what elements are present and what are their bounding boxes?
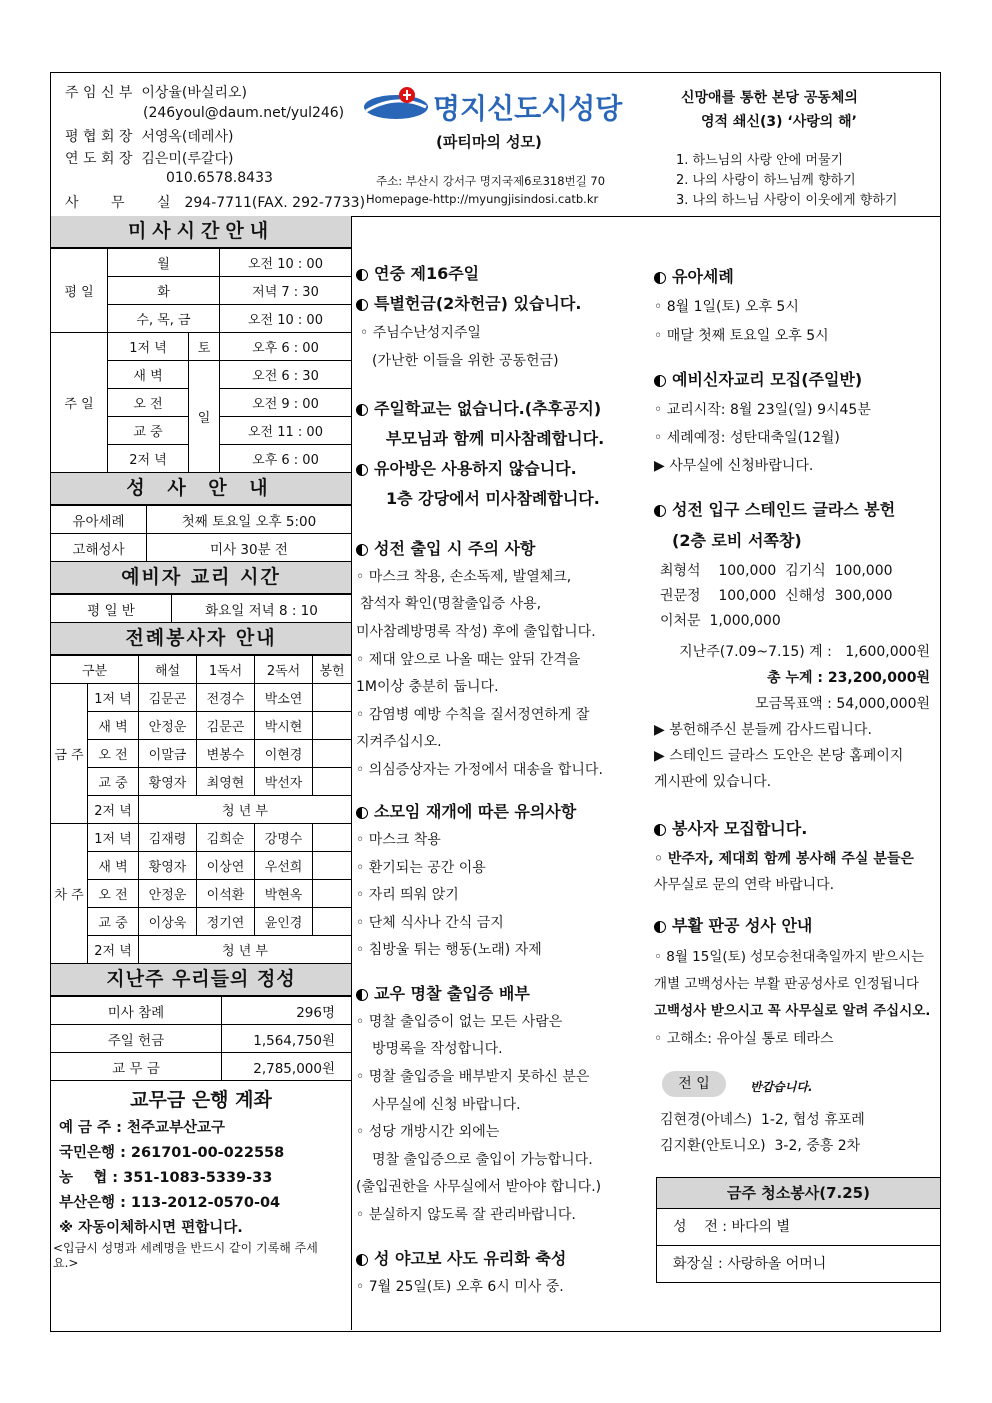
server-name: 박현옥 bbox=[255, 880, 313, 908]
server-name bbox=[313, 740, 351, 768]
notice-heading: 부활 판공 성사 안내 bbox=[672, 916, 813, 935]
cleaning-label: 화장실 bbox=[673, 1256, 714, 1272]
notice-text: (출입권한을 사무실에서 받아야 합니다.) bbox=[356, 1179, 602, 1195]
server-name: 우선희 bbox=[255, 852, 313, 880]
half-circle-icon bbox=[654, 272, 666, 284]
notice-text: ◦ 환기되는 공간 이용 bbox=[356, 860, 486, 876]
server-slot: 2저 녁 bbox=[88, 936, 139, 964]
notice-heading: 부모님과 함께 미사참례합니다. bbox=[386, 429, 605, 448]
notice-text: ◦ 매달 첫째 토요일 오후 5시 bbox=[654, 328, 829, 344]
notice-text: ◦ 7월 25일(토) 오후 6시 미사 중. bbox=[356, 1279, 564, 1295]
council-name: 서영옥(데레사) bbox=[141, 129, 234, 145]
server-slot: 교 중 bbox=[88, 768, 139, 796]
catechumen-value: 화요일 저녁 8 : 10 bbox=[172, 595, 352, 623]
server-name: 윤인경 bbox=[255, 908, 313, 936]
half-circle-icon bbox=[654, 505, 666, 517]
mass-times-title: 미사시간안내 bbox=[51, 216, 351, 248]
sacrament-table bbox=[51, 505, 351, 562]
servers-header: 2독서 bbox=[255, 656, 313, 684]
notice-text: ◦ 단체 식사나 간식 금지 bbox=[356, 915, 504, 931]
half-circle-icon bbox=[356, 464, 368, 476]
server-name: 강명수 bbox=[255, 824, 313, 852]
bank-title: 교무금 은행 계좌 bbox=[130, 1089, 272, 1111]
server-name bbox=[313, 768, 351, 796]
server-name bbox=[313, 712, 351, 740]
notice-text: 참석자 확인(명찰출입증 사용, bbox=[360, 596, 542, 612]
half-circle-icon bbox=[654, 375, 666, 387]
sacrament-value: 미사 30분 전 bbox=[147, 534, 352, 562]
notice-text: ◦ 의심증상자는 가정에서 대송을 합니다. bbox=[356, 762, 603, 778]
server-name: 김문곤 bbox=[197, 712, 255, 740]
notice-text: ◦ 마스크 착용 bbox=[356, 832, 441, 848]
servers-title: 전례봉사자 안내 bbox=[51, 623, 351, 655]
office-phone: 294-7711(FAX. 292-7733) bbox=[184, 195, 366, 211]
notice-heading: 유아방은 사용하지 않습니다. bbox=[374, 459, 577, 478]
pastor-email: (246youl@daum.net/yul246) bbox=[143, 105, 345, 121]
bank-note: <입금시 성명과 세례명을 반드시 같이 기록해 주세요.> bbox=[53, 1241, 318, 1270]
notice-text: 게시판에 있습니다. bbox=[654, 774, 772, 790]
server-name: 이현경 bbox=[255, 740, 313, 768]
bank-line: ※ 자동이체하시면 편합니다. bbox=[59, 1220, 243, 1236]
catechumen-table bbox=[51, 594, 351, 623]
move-in-greeting: 반갑습니다. bbox=[750, 1080, 813, 1094]
server-name: 이말금 bbox=[139, 740, 197, 768]
mass-sub: 일 bbox=[189, 361, 220, 473]
server-name: 김문곤 bbox=[139, 684, 197, 712]
catechumen-title: 예비자 교리 시간 bbox=[51, 562, 351, 594]
notice-text: 개별 고백성사는 부활 판공성사로 인정됩니다 bbox=[654, 976, 919, 992]
notice-heading: (2층 로비 서쪽창) bbox=[672, 531, 802, 550]
sunday-label: 주 일 bbox=[51, 333, 108, 473]
goal-amount: 모금목표액 : 54,000,000원 bbox=[755, 696, 930, 712]
weekday-label: 평 일 bbox=[51, 249, 108, 333]
server-name bbox=[313, 908, 351, 936]
church-name: 명지신도시성당 bbox=[433, 92, 623, 125]
notice-heading: 성전 출입 시 주의 사항 bbox=[374, 539, 536, 558]
notice-text: ◦ 감염병 예방 수칙을 질서정연하게 잘 bbox=[356, 707, 590, 723]
server-name: 정기연 bbox=[197, 908, 255, 936]
servers-header: 봉헌 bbox=[313, 656, 351, 684]
cleaning-value: 바다의 별 bbox=[731, 1219, 791, 1235]
mass-time: 오전 9 : 00 bbox=[220, 389, 352, 417]
half-circle-icon bbox=[356, 299, 368, 311]
notice-text: (가난한 이들을 위한 공동헌금) bbox=[372, 353, 559, 369]
caretaker-label: 연 도 회 장 bbox=[65, 151, 133, 167]
this-week-label: 금 주 bbox=[51, 684, 88, 824]
notice-text: ◦ 침방울 튀는 행동(노래) 자제 bbox=[356, 942, 542, 958]
sacrament-label: 고해성사 bbox=[51, 534, 147, 562]
notice-text: ◦ 반주자, 제대회 함께 봉사해 주실 분들은 bbox=[654, 851, 914, 867]
half-circle-icon bbox=[356, 1254, 368, 1266]
server-slot: 1저 녁 bbox=[88, 824, 139, 852]
server-slot: 교 중 bbox=[88, 908, 139, 936]
bank-line: 농 협 : 351-1083-5339-33 bbox=[59, 1170, 273, 1186]
notice-text: 고백성사 받으시고 꼭 사무실로 알려 주십시오. bbox=[654, 1003, 931, 1019]
notice-text: ◦ 분실하지 않도록 잘 관리바랍니다. bbox=[356, 1207, 576, 1223]
offering-label: 미사 참례 bbox=[51, 997, 222, 1025]
donor-line: 이처문 1,000,000 bbox=[660, 613, 781, 629]
offering-label: 주일 헌금 bbox=[51, 1025, 222, 1053]
server-name: 안정운 bbox=[139, 712, 197, 740]
servers-table bbox=[51, 655, 351, 964]
notice-heading: 교우 명찰 출입증 배부 bbox=[374, 984, 530, 1003]
caretaker-name: 김은미(루갈다) bbox=[141, 151, 234, 167]
server-slot: 새 벽 bbox=[88, 852, 139, 880]
offering-title: 지난주 우리들의 정성 bbox=[51, 964, 351, 996]
server-name: 이상연 bbox=[197, 852, 255, 880]
office-label: 사 무 실 bbox=[65, 195, 185, 211]
notice-text: ◦ 8월 15일(토) 성모승천대축일까지 받으시는 bbox=[654, 949, 925, 965]
mass-times-table bbox=[51, 248, 351, 473]
bank-line: 부산은행 : 113-2012-0570-04 bbox=[59, 1195, 281, 1211]
cleaning-value: 사랑하올 어머니 bbox=[727, 1256, 827, 1272]
mass-sub: 토 bbox=[189, 333, 220, 361]
theme-title-2: 영적 쇄신(3) ‘사랑의 해’ bbox=[701, 114, 857, 130]
bank-line: 예 금 주 : 천주교부산교구 bbox=[59, 1120, 226, 1136]
notice-text: ◦ 성당 개방시간 외에는 bbox=[356, 1124, 500, 1140]
notice-heading: 성 야고보 사도 유리화 축성 bbox=[374, 1249, 567, 1268]
notice-text: 사무실에 신청 바랍니다. bbox=[372, 1097, 521, 1113]
mass-day: 수, 목, 금 bbox=[108, 305, 220, 333]
pastor-name: 이상율(바실리오) bbox=[141, 85, 247, 101]
half-circle-icon bbox=[356, 269, 368, 281]
mass-slot: 오 전 bbox=[108, 389, 189, 417]
mass-time: 오후 6 : 00 bbox=[220, 333, 352, 361]
notice-heading: 봉사자 모집합니다. bbox=[672, 819, 808, 838]
notice-text: ◦ 자리 띄워 앉기 bbox=[356, 887, 459, 903]
notice-text: 1M이상 충분히 둡니다. bbox=[356, 679, 499, 695]
sacrament-title: 성 사 안 내 bbox=[51, 473, 351, 505]
mass-time: 저녁 7 : 30 bbox=[220, 277, 352, 305]
notice-text: 사무실로 문의 연락 바랍니다. bbox=[654, 877, 835, 893]
servers-header: 1독서 bbox=[197, 656, 255, 684]
server-name: 박소연 bbox=[255, 684, 313, 712]
offering-value: 1,564,750원 bbox=[222, 1025, 352, 1053]
week-total: 지난주(7.09~7.15) 계 : 1,600,000원 bbox=[679, 644, 930, 660]
mass-time: 오전 10 : 00 bbox=[220, 249, 352, 277]
server-slot: 2저 녁 bbox=[88, 796, 139, 824]
half-circle-icon bbox=[356, 404, 368, 416]
mass-slot: 1저 녁 bbox=[108, 333, 189, 361]
notice-text: ◦ 교리시작: 8월 23일(일) 9시45분 bbox=[654, 402, 871, 418]
servers-header: 해설 bbox=[139, 656, 197, 684]
donor-line: 권문정 100,000 신해성 300,000 bbox=[660, 588, 893, 604]
server-name: 이석환 bbox=[197, 880, 255, 908]
bulletin-frame bbox=[50, 72, 941, 1332]
mass-slot: 새 벽 bbox=[108, 361, 189, 389]
notice-text: 방명록을 작성합니다. bbox=[372, 1041, 503, 1057]
server-name: 박선자 bbox=[255, 768, 313, 796]
notice-text: ◦ 8월 1일(토) 오후 5시 bbox=[654, 299, 799, 315]
notice-heading: 유아세례 bbox=[672, 267, 734, 286]
address: 주소: 부산시 강서구 명지국제6로318번길 70 bbox=[376, 174, 606, 188]
church-logo bbox=[361, 85, 431, 125]
notice-text: ◦ 고해소: 유아실 통로 테라스 bbox=[654, 1031, 834, 1047]
notice-heading: 1층 강당에서 미사참례합니다. bbox=[386, 489, 600, 508]
notice-text: ◦ 마스크 착용, 손소독제, 발열체크, bbox=[356, 569, 572, 585]
mass-time: 오후 6 : 00 bbox=[220, 445, 352, 473]
server-slot: 오 전 bbox=[88, 740, 139, 768]
mass-day: 월 bbox=[108, 249, 220, 277]
half-circle-icon bbox=[356, 544, 368, 556]
server-name bbox=[313, 880, 351, 908]
move-in-line: 김지환(안토니오) 3-2, 중흥 2차 bbox=[660, 1138, 861, 1154]
half-circle-icon bbox=[654, 824, 666, 836]
cumulative-total: 총 누계 : 23,200,000원 bbox=[767, 670, 930, 686]
caretaker-phone: 010.6578.8433 bbox=[166, 170, 273, 186]
theme-item: 3. 나의 하느님 사랑이 이웃에게 향하기 bbox=[676, 193, 898, 208]
notice-heading: 특별헌금(2차헌금) 있습니다. bbox=[374, 294, 582, 313]
server-name bbox=[313, 824, 351, 852]
server-name: 변봉수 bbox=[197, 740, 255, 768]
pastor-label: 주 임 신 부 bbox=[65, 85, 133, 101]
sacrament-label: 유아세례 bbox=[51, 506, 147, 534]
mass-time: 오전 10 : 00 bbox=[220, 305, 352, 333]
notice-heading: 소모임 재개에 따른 유의사항 bbox=[374, 802, 577, 821]
notice-text: ▶ 사무실에 신청바랍니다. bbox=[654, 458, 814, 474]
mass-time: 오전 11 : 00 bbox=[220, 417, 352, 445]
server-name: 김희순 bbox=[197, 824, 255, 852]
server-group: 청 년 부 bbox=[139, 796, 352, 824]
offering-value: 2,785,000원 bbox=[222, 1053, 352, 1081]
notice-text: ◦ 세례예정: 성탄대축일(12월) bbox=[654, 430, 840, 446]
sacrament-value: 첫째 토요일 오후 5:00 bbox=[147, 506, 352, 534]
offering-label: 교 무 금 bbox=[51, 1053, 222, 1081]
half-circle-icon bbox=[356, 807, 368, 819]
patron: (파티마의 성모) bbox=[436, 133, 542, 151]
notice-text: 미사참례방명록 작성) 후에 출입합니다. bbox=[356, 624, 596, 640]
theme-title-1: 신망애를 통한 본당 공동체의 bbox=[681, 90, 858, 106]
server-name: 박시현 bbox=[255, 712, 313, 740]
half-circle-icon bbox=[654, 921, 666, 933]
half-circle-icon bbox=[356, 989, 368, 1001]
move-in-badge: 전 입 bbox=[662, 1071, 726, 1097]
cleaning-label: 성 전 bbox=[673, 1219, 718, 1235]
catechumen-label: 평 일 반 bbox=[51, 595, 172, 623]
notice-text: ◦ 제대 앞으로 나올 때는 앞뒤 간격을 bbox=[356, 652, 581, 668]
notice-text: ▶ 봉헌해주신 분들께 감사드립니다. bbox=[654, 722, 872, 738]
server-name: 최영현 bbox=[197, 768, 255, 796]
notice-text: 지켜주십시오. bbox=[356, 734, 442, 750]
notice-heading: 주일학교는 없습니다.(추후공지) bbox=[374, 399, 602, 418]
notice-text: ▶ 스테인드 글라스 도안은 본당 홈페이지 bbox=[654, 748, 904, 764]
notice-text: 명찰 출입증으로 출입이 가능합니다. bbox=[372, 1152, 593, 1168]
bank-line: 국민은행 : 261701-00-022558 bbox=[59, 1145, 285, 1161]
server-name: 김재령 bbox=[139, 824, 197, 852]
cleaning-title: 금주 청소봉사(7.25) bbox=[657, 1178, 940, 1209]
mass-time: 오전 6 : 30 bbox=[220, 361, 352, 389]
next-week-label: 차 주 bbox=[51, 824, 88, 964]
server-name: 황영자 bbox=[139, 852, 197, 880]
donor-line: 최형석 100,000 김기식 100,000 bbox=[660, 563, 893, 579]
server-slot: 1저 녁 bbox=[88, 684, 139, 712]
notice-heading: 연중 제16주일 bbox=[374, 264, 480, 283]
server-name bbox=[313, 852, 351, 880]
mass-slot: 2저 녁 bbox=[108, 445, 189, 473]
council-label: 평 협 회 장 bbox=[65, 129, 133, 145]
server-name: 안정운 bbox=[139, 880, 197, 908]
left-column bbox=[51, 216, 352, 1330]
bank-section bbox=[51, 1081, 351, 1275]
notice-heading: 예비신자교리 모집(주일반) bbox=[672, 370, 863, 389]
server-group: 청 년 부 bbox=[139, 936, 352, 964]
theme-item: 2. 나의 사랑이 하느님께 향하기 bbox=[676, 173, 856, 188]
server-name bbox=[313, 684, 351, 712]
mass-slot: 교 중 bbox=[108, 417, 189, 445]
servers-header: 구분 bbox=[51, 656, 139, 684]
server-slot: 오 전 bbox=[88, 880, 139, 908]
theme-item: 1. 하느님의 사랑 안에 머물기 bbox=[676, 153, 844, 168]
notice-text: ◦ 명찰 출입증이 없는 모든 사람은 bbox=[356, 1014, 563, 1030]
cleaning-box: 금주 청소봉사(7.25) 성 전 : 바다의 별 화장실 : 사랑하올 어머니 bbox=[656, 1177, 941, 1283]
offering-table bbox=[51, 996, 351, 1081]
server-name: 전경수 bbox=[197, 684, 255, 712]
offering-value: 296명 bbox=[222, 997, 352, 1025]
notice-text: ◦ 명찰 출입증을 배부받지 못하신 분은 bbox=[356, 1069, 590, 1085]
notice-text: ◦ 주님수난성지주일 bbox=[360, 325, 481, 341]
notice-heading: 성전 입구 스테인드 글라스 봉헌 bbox=[672, 500, 896, 519]
homepage-link[interactable]: Homepage-http://myungjisindosi.catb.kr bbox=[366, 192, 599, 206]
server-name: 이상욱 bbox=[139, 908, 197, 936]
server-slot: 새 벽 bbox=[88, 712, 139, 740]
server-name: 황영자 bbox=[139, 768, 197, 796]
header bbox=[51, 73, 940, 217]
move-in-line: 김현경(아녜스) 1-2, 협성 휴포레 bbox=[660, 1112, 865, 1128]
mass-day: 화 bbox=[108, 277, 220, 305]
